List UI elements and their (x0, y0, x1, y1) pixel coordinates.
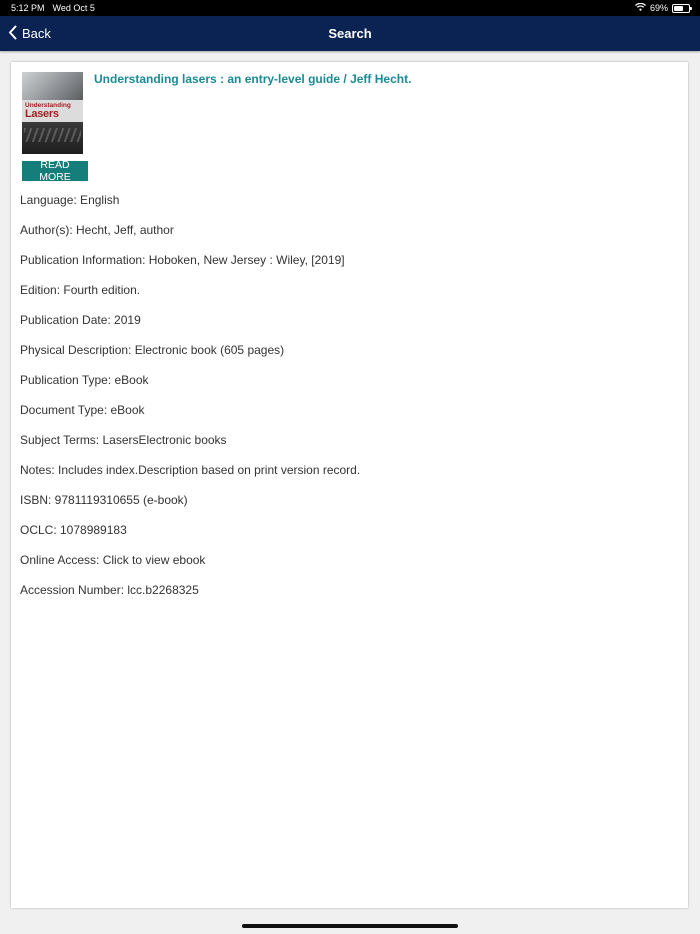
field-isbn: ISBN: 9781119310655 (e-book) (20, 493, 188, 507)
cover-title-line1: Understanding (25, 102, 71, 109)
battery-icon (672, 4, 690, 13)
read-more-button[interactable]: READ MORE (22, 161, 88, 181)
record-fields-list (20, 193, 360, 613)
battery-level-fill (674, 6, 683, 11)
book-title-link[interactable]: Understanding lasers : an entry-level guide / Jeff Hecht. (94, 72, 412, 86)
field-authors: Author(s): Hecht, Jeff, author (20, 223, 174, 237)
field-publication-information: Publication Information: Hoboken, New Jersey : Wiley, [2019] (20, 253, 345, 267)
back-label: Back (22, 26, 51, 41)
field-document-type: Document Type: eBook (20, 403, 145, 417)
status-right (635, 3, 690, 13)
field-notes: Notes: Includes index.Description based on print version record. (20, 463, 361, 477)
status-bar (0, 0, 700, 16)
cover-title-line2: Lasers (25, 108, 59, 120)
field-language: Language: English (20, 193, 120, 207)
status-time: 5:12 PM (11, 3, 45, 13)
battery-percent: 69% (649, 3, 668, 13)
record-detail-card (11, 62, 688, 908)
cover-pattern (24, 128, 81, 142)
cover-photo (22, 72, 83, 100)
book-cover-image (22, 72, 83, 154)
field-accession-number: Accession Number: lcc.b2268325 (20, 583, 199, 597)
navigation-bar (0, 16, 700, 51)
field-publication-date: Publication Date: 2019 (20, 313, 141, 327)
field-online-access[interactable]: Online Access: Click to view ebook (20, 553, 206, 567)
back-button[interactable] (8, 25, 51, 43)
page-title: Search (328, 26, 372, 41)
field-edition: Edition: Fourth edition. (20, 283, 141, 297)
field-subject-terms: Subject Terms: LasersElectronic books (20, 433, 227, 447)
status-date: Wed Oct 5 (52, 3, 95, 13)
wifi-icon (635, 3, 646, 13)
home-indicator[interactable] (242, 924, 458, 928)
field-publication-type: Publication Type: eBook (20, 373, 149, 387)
chevron-left-icon (8, 25, 22, 43)
field-physical-description: Physical Description: Electronic book (605 pages) (20, 343, 285, 357)
field-oclc: OCLC: 1078989183 (20, 523, 127, 537)
